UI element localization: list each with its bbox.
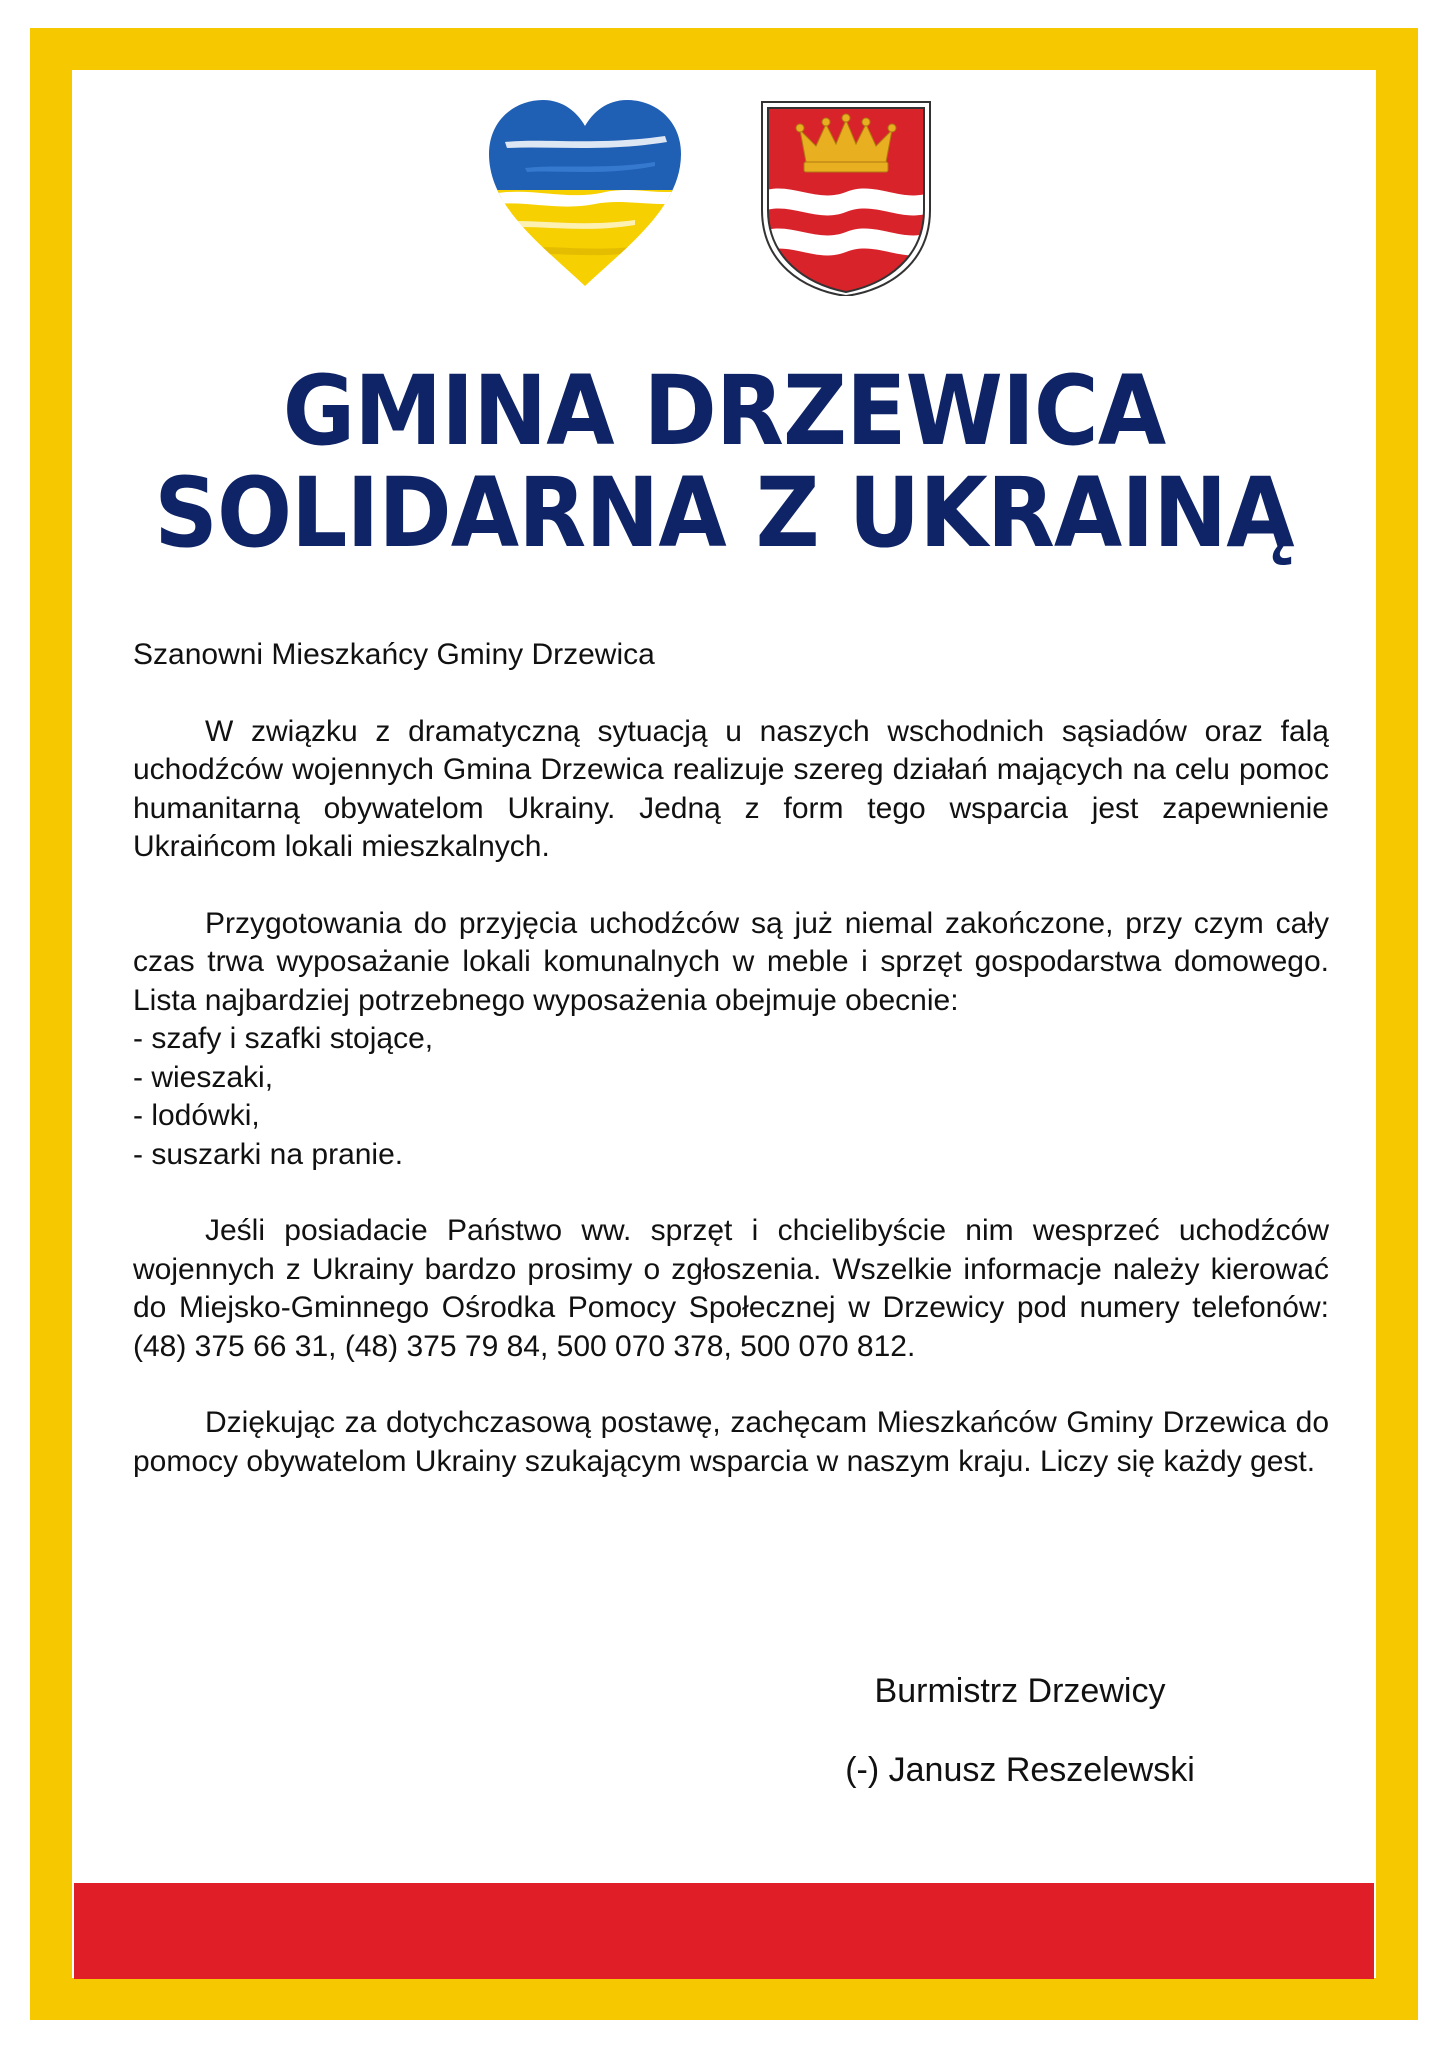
title-line-1: GMINA DRZEWICA: [282, 355, 1166, 467]
paragraph-3: Jeśli posiadacie Państwo ww. sprzęt i chcielibyście nim wesprzeć uchodźców wojennych z Ukrainy bardzo prosimy o zgłoszenia. Wszelkie informacje należy kierować do Miejsko-Gminnego Ośrodka Pomocy Społecznej w Drzewicy pod numery telefonów: (48) 375 66 31, (48) 375 79 84, 500 070 378, 500 070 812.: [133, 1214, 1329, 1363]
list-item: - suszarki na pranie.: [133, 1137, 404, 1171]
letter-body: [133, 636, 1329, 1519]
signature-name: (-) Janusz Reszelewski: [845, 1751, 1195, 1789]
paragraph-4: Dziękując za dotychczasową postawę, zachęcam Mieszkańców Gminy Drzewica do pomocy obywatelom Ukrainy szukającym wsparcia w naszym kraju. Liczy się każdy gest.: [133, 1406, 1329, 1478]
list-item: - lodówki,: [133, 1099, 260, 1132]
equipment-list: [133, 1020, 1329, 1174]
paragraph-2: Przygotowania do przyjęcia uchodźców są już niemal zakończone, przy czym cały czas trwa wyposażanie lokali komunalnych w meble i sprzęt gospodarstwa domowego. Lista najbardziej potrzebnego wyposażenia obejmuje obecnie:: [133, 906, 1329, 1017]
red-footer-band: [74, 1883, 1374, 1979]
list-item: - szafy i szafki stojące,: [133, 1022, 434, 1055]
greeting: Szanowni Mieszkańcy Gminy Drzewica: [133, 638, 655, 671]
signature-block: [800, 1672, 1240, 1790]
title-line-2: SOLIDARNA Z UKRAINĄ: [154, 457, 1294, 569]
paragraph-1: W związku z dramatyczną sytuacją u naszych wschodnich sąsiadów oraz falą uchodźców wojennych Gmina Drzewica realizuje szereg działań mających na celu pomoc humanitarną obywatelom Ukrainy. Jedną z form tego wsparcia jest zapewnienie Ukraińcom lokali mieszkalnych.: [133, 714, 1329, 863]
ukraine-flag-heart-icon: [485, 98, 685, 288]
signature-title: Burmistrz Drzewicy: [874, 1672, 1166, 1710]
list-item: - wieszaki,: [133, 1060, 274, 1094]
page-title: [126, 355, 1322, 569]
drzewica-coat-of-arms-icon: [760, 100, 932, 296]
